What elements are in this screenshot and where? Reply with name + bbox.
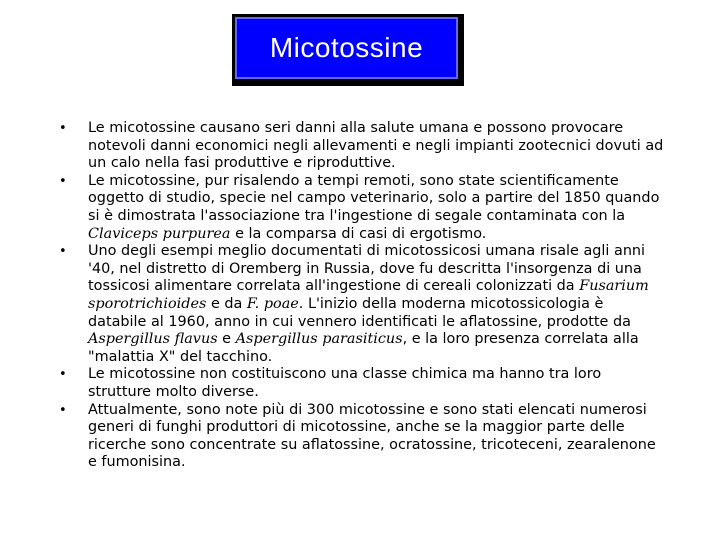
bullet-text: Le micotossine, pur risalendo a tempi remoti, sono state scientificamente oggetto di studio, specie nel campo veterinario, solo a partire del 1850 quando si è dimostrata l'associazione tra l'ingestione di segale contaminata con la <box>88 172 660 224</box>
bullet-text: , e la loro presenza correlata alla "malattia X" del tacchino. <box>88 331 639 365</box>
title-panel <box>235 17 458 79</box>
bullet-text: e da <box>206 295 247 312</box>
bullet-text: e <box>217 331 236 348</box>
bullet-item <box>56 366 666 401</box>
species-name: Aspergillus parasiticus <box>235 331 403 348</box>
title-box <box>232 14 464 86</box>
species-name: F. poae <box>246 295 299 312</box>
species-name: Aspergillus flavus <box>88 331 218 348</box>
species-name: Claviceps purpurea <box>88 225 231 242</box>
bullet-item <box>56 120 666 173</box>
slide-title: Micotossine <box>269 32 424 63</box>
bullet-text: e la comparsa di casi di ergotismo. <box>230 225 487 242</box>
bullet-item <box>56 243 666 366</box>
bullet-text: Le micotossine causano seri danni alla salute umana e possono provocare notevoli danni economici negli allevamenti e negli impianti zootecnici dovuti ad un calo nella fasi produttive e riproduttive. <box>88 120 664 172</box>
species-name: Fusarium sporotrichioides <box>88 278 649 312</box>
bullet-text: Uno degli esempi meglio documentati di micotossicosi umana risale agli anni '40, nel distretto di Oremberg in Russia, dove fu descritta l'insorgenza di una tossicosi alimentare correlata all'ingestione di cereali colonizzati da <box>88 243 646 295</box>
bullet-text: . L'inizio della moderna micotossicologia è databile al 1960, anno in cui vennero identificati le aflatossine, prodotte da <box>88 295 631 330</box>
bullet-item <box>56 402 666 472</box>
bullet-text: Attualmente, sono note più di 300 micotossine e sono stati elencati numerosi generi di funghi produttori di micotossine, anche se la maggior parte delle ricerche sono concentrate su aflatossine, ocratossine, tricoteceni, zearalenone e fumonisina. <box>88 401 656 471</box>
bullet-list <box>56 120 666 472</box>
bullet-text: Le micotossine non costituiscono una classe chimica ma hanno tra loro strutture molto diverse. <box>88 366 602 400</box>
bullet-item <box>56 173 666 243</box>
